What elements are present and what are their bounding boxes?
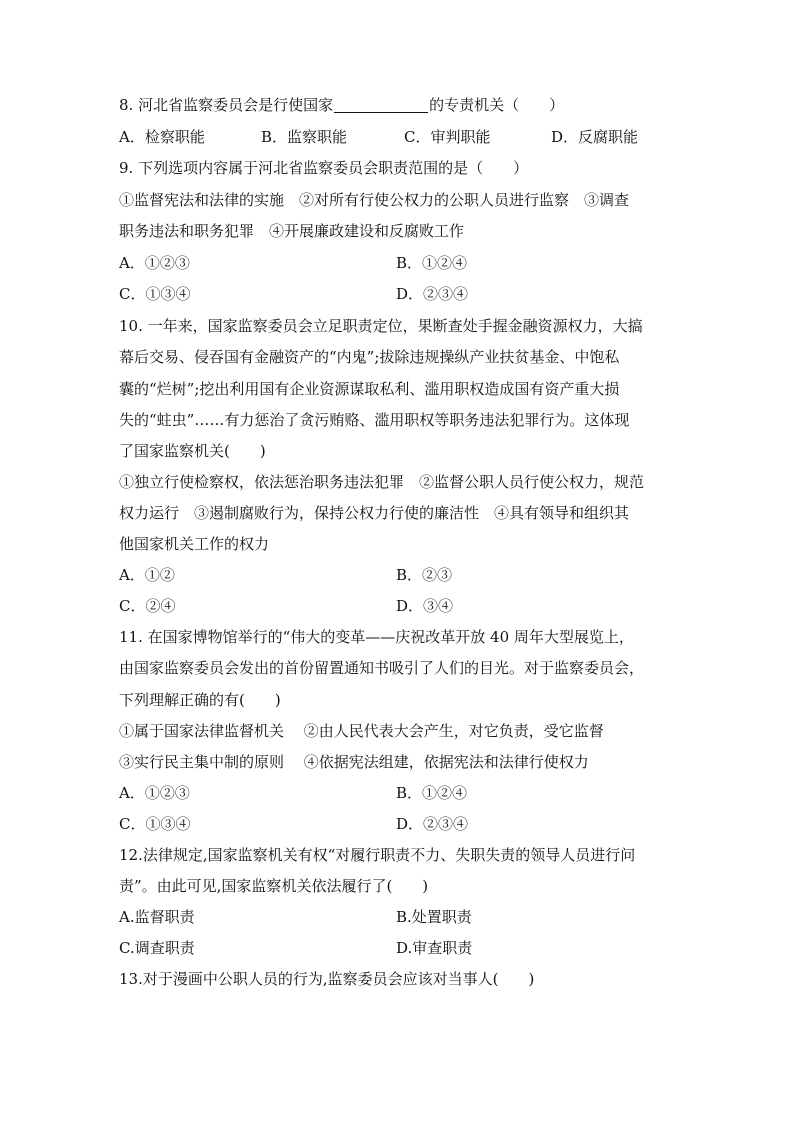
question-10-options-row-2 — [119, 596, 679, 616]
q8-option-c: C．审判职能 — [404, 128, 491, 146]
question-10-line-1: 10. 一年来，国家监察委员会立足职责定位，果断查处手握金融资源权力，大搞 — [119, 317, 643, 335]
question-11-line-1: 11. 在国家博物馆举行的“伟大的变革——庆祝改革开放 40 周年大型展览上， — [119, 628, 634, 646]
q11-option-b: B．①②④ — [396, 784, 468, 802]
q11-option-c: C．①③④ — [119, 815, 191, 833]
question-9-stem: 9. 下列选项内容属于河北省监察委员会职责范围的是（ ） — [119, 159, 529, 177]
question-9-statements-2: 职务违法和职务犯罪 ④开展廉政建设和反腐败工作 — [119, 222, 465, 240]
question-10-line-2: 幕后交易、侵吞国有金融资产的“内鬼”;拔除违规操纵产业扶贫基金、中饱私 — [119, 348, 620, 366]
question-12-line-1: 12.法律规定,国家监察机关有权“对履行职责不力、失职失责的领导人员进行问 — [119, 846, 636, 864]
question-12-options-row-1 — [119, 907, 679, 927]
q10-option-c: C．②④ — [119, 597, 176, 615]
question-11-line-3: 下列理解正确的有( ) — [119, 691, 281, 709]
question-11-options-row-1 — [119, 783, 679, 803]
q8-option-b: B．监察职能 — [261, 128, 348, 146]
question-10-line-4: 失的“蛀虫”……有力惩治了贪污贿赂、滥用职权等职务违法犯罪行为。这体现 — [119, 411, 630, 429]
question-10-statements-1: ①独立行使检察权，依法惩治职务违法犯罪 ②监督公职人员行使公权力，规范 — [119, 473, 645, 491]
q10-option-b: B．②③ — [396, 566, 453, 584]
question-12-options-row-2 — [119, 938, 679, 958]
question-11-options-row-2 — [119, 814, 679, 834]
q12-option-b: B.处置职责 — [396, 908, 472, 926]
question-11-statements-2: ③实行民主集中制的原则 ④依据宪法组建，依据宪法和法律行使权力 — [119, 753, 589, 771]
question-11-line-2: 由国家监察委员会发出的首份留置通知书吸引了人们的目光。对于监察委员会， — [119, 659, 645, 677]
question-10-line-5: 了国家监察机关( ) — [119, 442, 266, 460]
q12-option-c: C.调查职责 — [119, 939, 195, 957]
q8-option-d: D．反腐职能 — [551, 128, 639, 146]
q9-option-b: B．①②④ — [396, 254, 468, 272]
answer-blank — [334, 111, 428, 113]
question-10-options-row-1 — [119, 565, 679, 585]
q9-option-a: A．①②③ — [119, 254, 190, 272]
q10-option-d: D．③④ — [396, 597, 454, 615]
q12-option-a: A.监督职责 — [119, 908, 195, 926]
question-8-stem — [119, 95, 564, 115]
question-12-line-2: 责”。由此可见,国家监察机关依法履行了( ) — [119, 877, 429, 895]
q11-option-a: A．①②③ — [119, 784, 190, 802]
q8-option-a: A．检察职能 — [119, 128, 205, 146]
question-10-line-3: 囊的“烂树”;挖出利用国有企业资源谋取私利、滥用职权造成国有资产重大损 — [119, 380, 620, 398]
question-10-statements-2: 权力运行 ③遏制腐败行为，保持公权力行使的廉洁性 ④具有领导和组织其 — [119, 504, 630, 522]
question-8-stem-after: 的专责机关（ ） — [429, 96, 565, 114]
question-13-line-1: 13.对于漫画中公职人员的行为,监察委员会应该对当事人( ) — [119, 970, 535, 988]
q9-option-c: C．①③④ — [119, 285, 191, 303]
q11-option-d: D．②③④ — [396, 815, 469, 833]
q10-option-a: A．①② — [119, 566, 175, 584]
question-11-statements-1: ①属于国家法律监督机关 ②由人民代表大会产生，对它负责，受它监督 — [119, 722, 604, 740]
q12-option-d: D.审查职责 — [396, 939, 473, 957]
question-10-statements-3: 他国家机关工作的权力 — [119, 535, 270, 553]
question-9-options-row-2 — [119, 284, 679, 304]
question-9-statements-1: ①监督宪法和法律的实施 ②对所有行使公权力的公职人员进行监察 ③调查 — [119, 191, 630, 209]
q9-option-d: D．②③④ — [396, 285, 469, 303]
question-9-options-row-1 — [119, 253, 679, 273]
question-8-stem-before: 8. 河北省监察委员会是行使国家 — [119, 96, 334, 114]
